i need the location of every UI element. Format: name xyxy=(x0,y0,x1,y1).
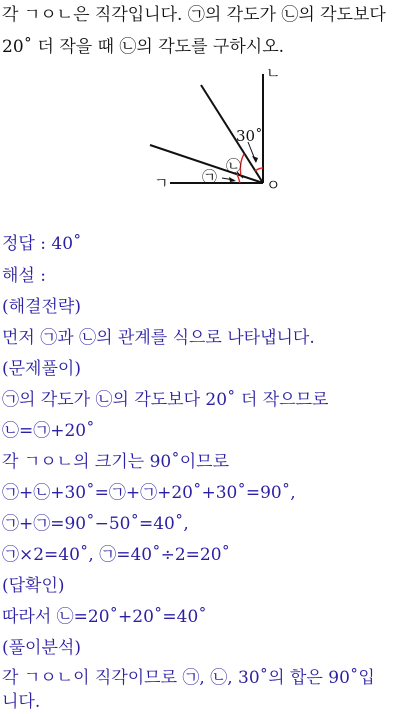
solve-line-2: ㉡=㉠+20˚ xyxy=(2,421,95,441)
analysis-line-1: 각 ㄱㅇㄴ이 직각이므로 ㉠, ㉡, 30˚의 합은 90˚입 xyxy=(2,668,375,688)
label-o: ㅇ xyxy=(266,176,281,194)
solution-heading: 해설 : xyxy=(2,266,46,286)
solve-line-1: ㉠의 각도가 ㉡의 각도보다 20˚ 더 작으므로 xyxy=(2,390,329,410)
question-line-1: 각 ㄱㅇㄴ은 직각입니다. ㉠의 각도가 ㉡의 각도보다 xyxy=(2,5,386,25)
analysis-line-2: 니다. xyxy=(2,692,41,712)
check-text: 따라서 ㉡=20˚+20˚=40˚ xyxy=(2,607,207,627)
solve-line-6: ㉠×2=40˚, ㉠=40˚÷2=20˚ xyxy=(2,545,231,565)
solve-heading: (문제풀이) xyxy=(2,359,81,379)
solve-line-4: ㉠+㉡+30˚=㉠+㉠+20˚+30˚=90˚, xyxy=(2,483,296,503)
label-n: ㄴ xyxy=(266,64,281,82)
solve-line-5: ㉠+㉠=90˚−50˚=40˚, xyxy=(2,514,189,534)
check-heading: (답확인) xyxy=(2,576,65,596)
strategy-heading: (해결전략) xyxy=(2,297,81,317)
arc-30 xyxy=(255,168,263,171)
label-a: ㉠ xyxy=(202,168,218,186)
angle-figure xyxy=(0,0,400,200)
label-30: 30˚ xyxy=(236,127,263,145)
strategy-text: 먼저 ㉠과 ㉡의 관계를 식으로 나타냅니다. xyxy=(2,328,315,348)
label-g: ㄱ xyxy=(154,174,169,192)
answer-line: 정답 : 40˚ xyxy=(2,234,82,254)
question-line-2: 20˚ 더 작을 때 ㉡의 각도를 구하시오. xyxy=(2,37,285,57)
analysis-heading: (풀이분석) xyxy=(2,638,81,658)
label-b: ㉡ xyxy=(226,157,242,175)
solve-line-3: 각 ㄱㅇㄴ의 크기는 90˚이므로 xyxy=(2,452,229,472)
